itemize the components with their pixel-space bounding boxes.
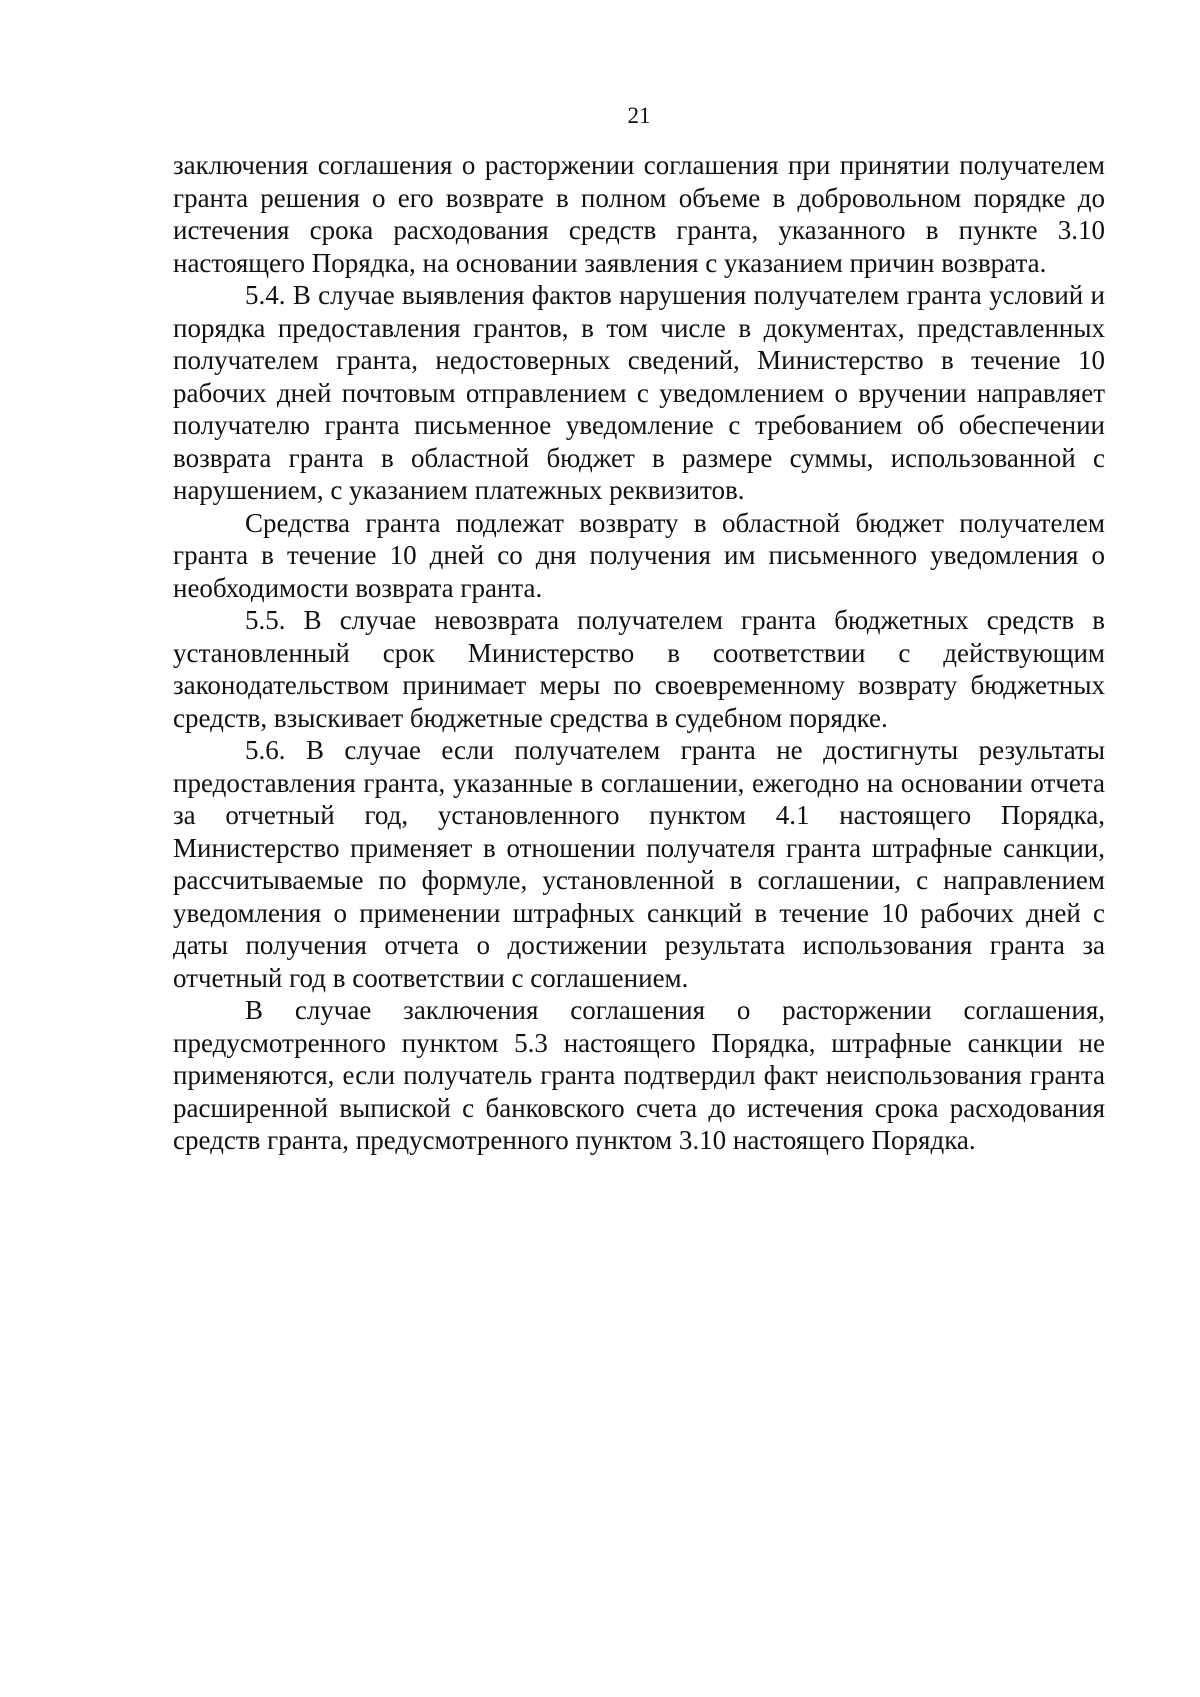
paragraph-5-4: 5.4. В случае выявления фактов нарушения получателем гранта условий и порядка предоставления грантов, в том числе в документах, представленных получателем гранта, недостоверных сведений, Министерство в течение 10 рабочих дней почтовым отправлением с уведомлением о вручении направляет получателю гранта письменное уведомление с требованием об обеспечении возврата гранта в областной бюджет в размере суммы, использованной с нарушением, с указанием платежных реквизитов.: [173, 280, 1105, 505]
page-number: 21: [627, 103, 651, 128]
document-page: [173, 100, 1105, 1157]
paragraph-continuation: заключения соглашения о расторжении соглашения при принятии получателем гранта решения о его возврате в полном объеме в добровольном порядке до истечения срока расходования средств гранта, указанного в пункте 3.10 настоящего Порядка, на основании заявления с указанием причин возврата.: [173, 150, 1105, 278]
paragraph-grant-return: Средства гранта подлежат возврату в областной бюджет получателем гранта в течение 10 дней со дня получения им письменного уведомления о необходимости возврата гранта.: [173, 507, 1105, 603]
paragraph-5-6: 5.6. В случае если получателем гранта не достигнуты результаты предоставления гранта, указанные в соглашении, ежегодно на основании отчета за отчетный год, установленного пунктом 4.1 настоящего Порядка, Министерство применяет в отношении получателя гранта штрафные санкции, рассчитываемые по формуле, установленной в соглашении, с направлением уведомления о применении штрафных санкций в течение 10 рабочих дней с даты получения отчета о достижении результата использования гранта за отчетный год в соответствии с соглашением.: [173, 735, 1105, 993]
paragraph-penalty-exemption: В случае заключения соглашения о расторжении соглашения, предусмотренного пунктом 5.3 настоящего Порядка, штрафные санкции не применяются, если получатель гранта подтвердил факт неиспользования гранта расширенной выпиской с банковского счета до истечения срока расходования средств гранта, предусмотренного пунктом 3.10 настоящего Порядка.: [173, 995, 1105, 1155]
paragraph-5-5: 5.5. В случае невозврата получателем гранта бюджетных средств в установленный срок Министерство в соответствии с действующим законодательством принимает меры по своевременному возврату бюджетных средств, взыскивает бюджетные средства в судебном порядке.: [173, 605, 1105, 733]
